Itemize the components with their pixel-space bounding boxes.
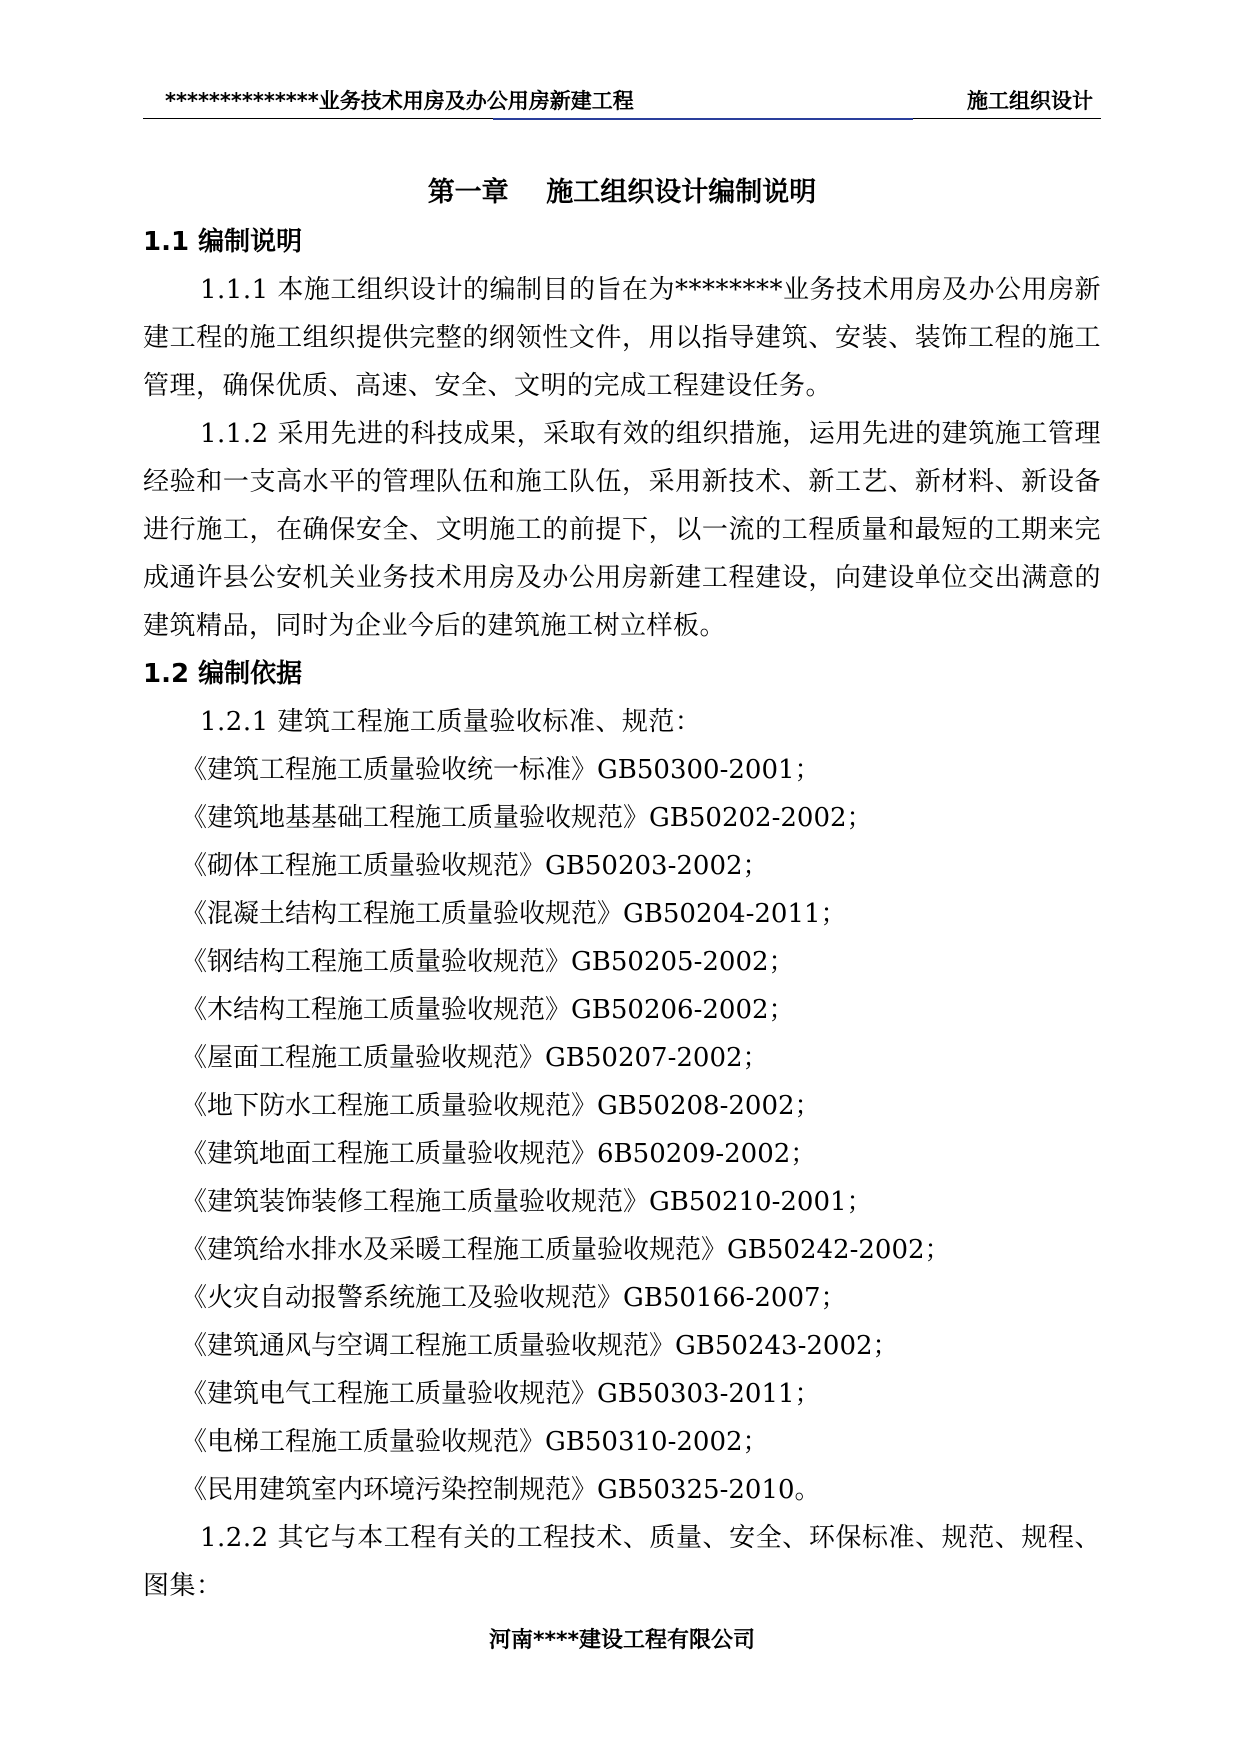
standard-item: 《建筑通风与空调工程施工质量验收规范》GB50243-2002；	[181, 1331, 899, 1361]
header-document-type: 施工组织设计	[967, 89, 1093, 113]
paragraph-1-2-1: 1.2.1 建筑工程施工质量验收标准、规范：	[200, 707, 702, 737]
standard-item: 《混凝土结构工程施工质量验收规范》GB50204-2011；	[181, 899, 847, 929]
standard-item: 《建筑电气工程施工质量验收规范》GB50303-2011；	[181, 1379, 821, 1409]
standard-item: 《砌体工程施工质量验收规范》GB50203-2002；	[181, 851, 769, 881]
standard-item: 《民用建筑室内环境污染控制规范》GB50325-2010。	[181, 1475, 821, 1505]
header-project-name: **************业务技术用房及办公用房新建工程	[165, 89, 634, 113]
chapter-title: 第一章 施工组织设计编制说明	[427, 177, 817, 208]
paragraph-1-1-1: 1.1.1 本施工组织设计的编制目的旨在为********业务技术用房及办公用房新建工程的施工组织提供完整的纲领性文件，用以指导建筑、安装、装饰工程的施工管理，确保优质、高速、安全、文明的完成工程建设任务。	[143, 275, 1101, 401]
standard-item: 《钢结构工程施工质量验收规范》GB50205-2002；	[181, 947, 795, 977]
page-header	[143, 88, 1101, 119]
standards-list	[143, 746, 1101, 1514]
standard-item: 《建筑装饰装修工程施工质量验收规范》GB50210-2001；	[181, 1187, 873, 1217]
standard-item: 《屋面工程施工质量验收规范》GB50207-2002；	[181, 1043, 769, 1073]
page-footer-company: 河南****建设工程有限公司	[488, 1628, 756, 1653]
header-accent-line	[493, 118, 913, 120]
standard-item: 《地下防水工程施工质量验收规范》GB50208-2002；	[181, 1091, 821, 1121]
paragraph-1-2-2: 1.2.2 其它与本工程有关的工程技术、质量、安全、环保标准、规范、规程、图集：	[143, 1523, 1101, 1601]
standard-item: 《建筑给水排水及采暖工程施工质量验收规范》GB50242-2002；	[181, 1235, 951, 1265]
standard-item: 《建筑地基基础工程施工质量验收规范》GB50202-2002；	[181, 803, 873, 833]
document-body	[143, 218, 1101, 1610]
standard-item: 《火灾自动报警系统施工及验收规范》GB50166-2007；	[181, 1283, 847, 1313]
standard-item: 《电梯工程施工质量验收规范》GB50310-2002；	[181, 1427, 769, 1457]
standard-item: 《建筑地面工程施工质量验收规范》6B50209-2002；	[181, 1139, 817, 1169]
section-heading-1-1: 1.1 编制说明	[143, 227, 303, 257]
section-heading-1-2: 1.2 编制依据	[143, 659, 303, 689]
standard-item: 《建筑工程施工质量验收统一标准》GB50300-2001；	[181, 755, 821, 785]
paragraph-1-1-2: 1.1.2 采用先进的科技成果，采取有效的组织措施，运用先进的建筑施工管理经验和一支高水平的管理队伍和施工队伍，采用新技术、新工艺、新材料、新设备进行施工，在确保安全、文明施工的前提下，以一流的工程质量和最短的工期来完成通许县公安机关业务技术用房及办公用房新建工程建设，向建设单位交出满意的建筑精品，同时为企业今后的建筑施工树立样板。	[143, 419, 1101, 641]
standard-item: 《木结构工程施工质量验收规范》GB50206-2002；	[181, 995, 795, 1025]
